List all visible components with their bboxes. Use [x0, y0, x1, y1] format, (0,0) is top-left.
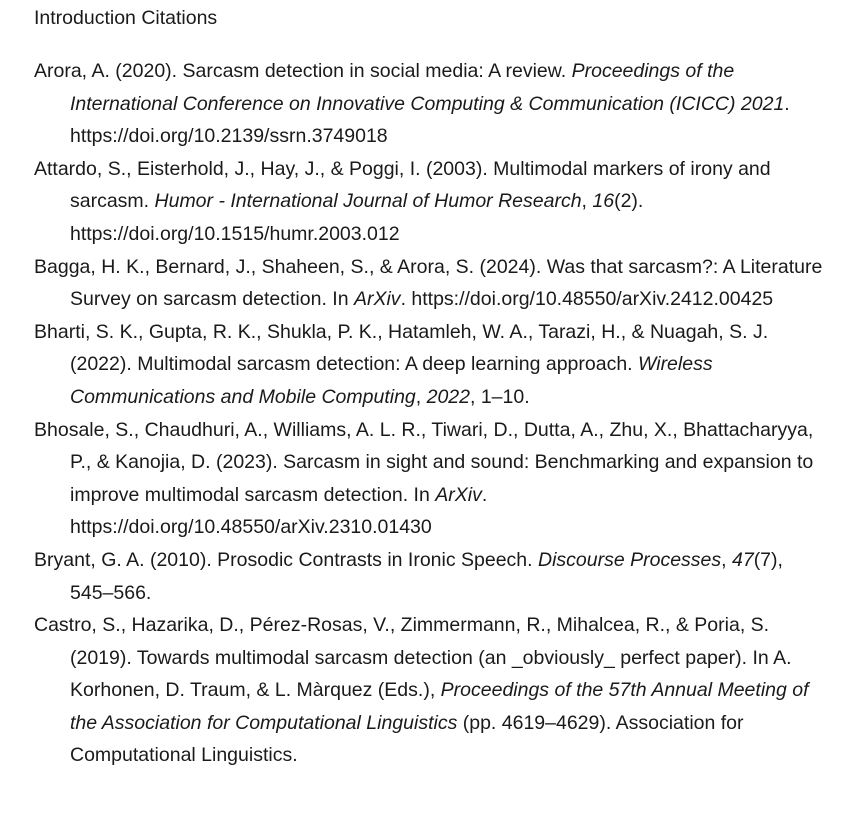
- ref-text: Arora, A. (2020). Sarcasm detection in social media: A review.: [34, 60, 572, 82]
- ref-text: Bhosale, S., Chaudhuri, A., Williams, A. L. R., Tiwari, D., Dutta, A., Zhu, X., Bhattacharyya, P., & Kanojia, D. (2023). Sarcasm in sight and sound: Benchmarking and expansion to improve multimodal sarcasm detection. In: [34, 418, 814, 506]
- ref-doi: . https://doi.org/10.2139/ssrn.3749018: [70, 92, 790, 148]
- ref-text: ,: [581, 190, 593, 213]
- reference-bryant-2010: [34, 544, 824, 609]
- ref-text: Bryant, G. A. (2010). Prosodic Contrasts in Ironic Speech.: [34, 548, 538, 571]
- ref-doi: (2). https://doi.org/10.1515/humr.2003.012: [70, 190, 644, 245]
- ref-text: ,: [721, 548, 732, 571]
- ref-proceedings-italic: Proceedings of the 57th Annual Meeting of the Association for Computational Linguistics: [70, 679, 809, 734]
- reference-attardo-2003: [34, 153, 824, 251]
- ref-doi: . https://doi.org/10.48550/arXiv.2412.00425: [400, 288, 774, 311]
- reference-castro-2019: [34, 609, 824, 772]
- ref-text: Attardo, S., Eisterhold, J., Hay, J., & Poggi, I. (2003). Multimodal markers of irony and sarcasm.: [34, 157, 771, 213]
- ref-volume-italic: 16: [592, 190, 615, 213]
- ref-volume-italic: 2022: [426, 385, 470, 408]
- reference-bagga-2024: [34, 251, 824, 316]
- reference-arora-2020: [34, 55, 824, 153]
- ref-journal-italic: Wireless Communications and Mobile Computing: [70, 353, 713, 408]
- ref-pages: , 1–10.: [470, 385, 530, 408]
- ref-source-italic: ArXiv: [353, 288, 401, 311]
- ref-text: Bagga, H. K., Bernard, J., Shaheen, S., & Arora, S. (2024). Was that sarcasm?: A Literature Survey on sarcasm detection. In: [34, 255, 823, 311]
- page-title: Introduction Citations: [34, 7, 218, 29]
- ref-volume-italic: 47: [731, 548, 754, 571]
- ref-pages: (7), 545–566.: [70, 548, 783, 604]
- ref-journal-italic: Discourse Processes: [537, 548, 722, 571]
- ref-doi: . https://doi.org/10.48550/arXiv.2310.01430: [70, 483, 488, 539]
- reference-bharti-2022: [34, 316, 824, 414]
- reference-bhosale-2023: [34, 414, 824, 544]
- ref-text: Castro, S., Hazarika, D., Pérez-Rosas, V., Zimmermann, R., Mihalcea, R., & Poria, S. (2019). Towards multimodal sarcasm detection (an _obviously_ perfect paper). In A. Korhonen, D. Traum, & L. Màrquez (Eds.),: [34, 614, 792, 702]
- ref-source-italic: ArXiv: [435, 483, 482, 506]
- ref-pages: (pp. 4619–4629). Association for Computational Linguistics.: [70, 711, 744, 767]
- ref-source-italic: Proceedings of the International Conference on Innovative Computing & Communication (ICICC) 2021: [70, 60, 785, 115]
- ref-journal-italic: Humor - International Journal of Humor Research: [154, 190, 582, 213]
- ref-text: Bharti, S. K., Gupta, R. K., Shukla, P. K., Hatamleh, W. A., Tarazi, H., & Nuagah, S. J. (2022). Multimodal sarcasm detection: A deep learning approach.: [34, 320, 769, 376]
- ref-text: ,: [415, 385, 427, 408]
- reference-list: [34, 55, 824, 772]
